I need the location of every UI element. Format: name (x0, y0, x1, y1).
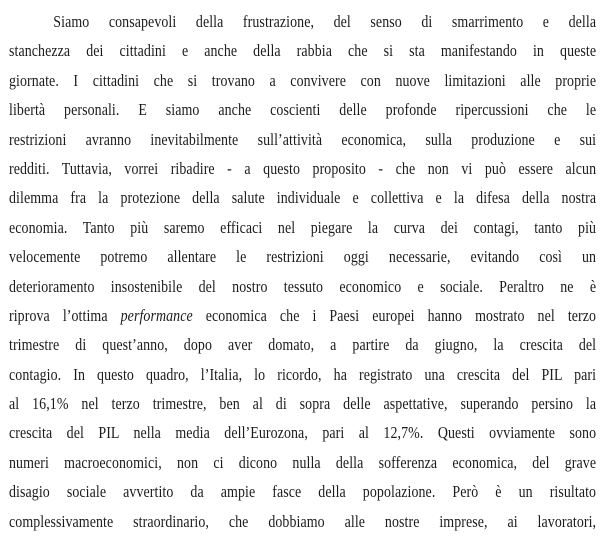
text-line: velocemente potremo allentare le restrizioni oggi necessarie, evitando così un (9, 247, 597, 267)
text-line: deterioramento insostenibile del nostro tessuto economico e sociale. Peraltro ne è (9, 276, 597, 296)
text-segment: riprova l’ottima (9, 305, 121, 325)
text-line: restrizioni avranno inevitabilmente sull’attività economica, sulla produzione e sui (9, 129, 597, 149)
text-line: dilemma fra la protezione della salute individuale e collettiva e la difesa della nostra (9, 188, 597, 208)
text-line: Siamo consapevoli della frustrazione, del senso di smarrimento e della (53, 12, 597, 31)
text-line: giornate. I cittadini che si trovano a convivere con nuove limitazioni alle proprie (9, 70, 597, 90)
text-line: redditi. Tuttavia, vorrei ribadire - a questo proposito - che non vi può essere alcun (9, 158, 597, 178)
text-line: disagio sociale avvertito da ampie fasce della popolazione. Però è un risultato (9, 482, 597, 502)
text-line: economia. Tanto più saremo efficaci nel piegare la curva dei contagi, tanto più (9, 217, 597, 237)
text-line-with-italic (9, 301, 596, 330)
text-line: complessivamente straordinario, che dobbiamo alle nostre imprese, ai lavoratori, (9, 511, 597, 531)
text-line: stanchezza dei cittadini e anche della rabbia che si sta manifestando in queste (9, 41, 597, 61)
text-line: contagio. In questo quadro, l’Italia, lo ricordo, ha registrato una crescita del PIL pari (9, 364, 597, 384)
text-segment: economica che i Paesi europei hanno mostrato nel terzo (192, 305, 597, 325)
text-line: numeri macroeconomici, non ci dicono nulla della sofferenza economica, del grave (9, 452, 597, 472)
text-line: trimestre di quest’anno, dopo aver domato, a partire da giugno, la crescita del (9, 335, 597, 355)
text-line: al 16,1% nel terzo trimestre, ben al di sopra delle aspettative, superando persino la (9, 394, 597, 414)
text-line: libertà personali. E siamo anche coscienti delle profonde ripercussioni che le (9, 100, 597, 120)
text-line: crescita del PIL nella media dell’Eurozona, pari al 12,7%. Questi ovviamente sono (9, 423, 597, 443)
paragraph (9, 7, 596, 536)
italic-word: performance (120, 305, 193, 325)
